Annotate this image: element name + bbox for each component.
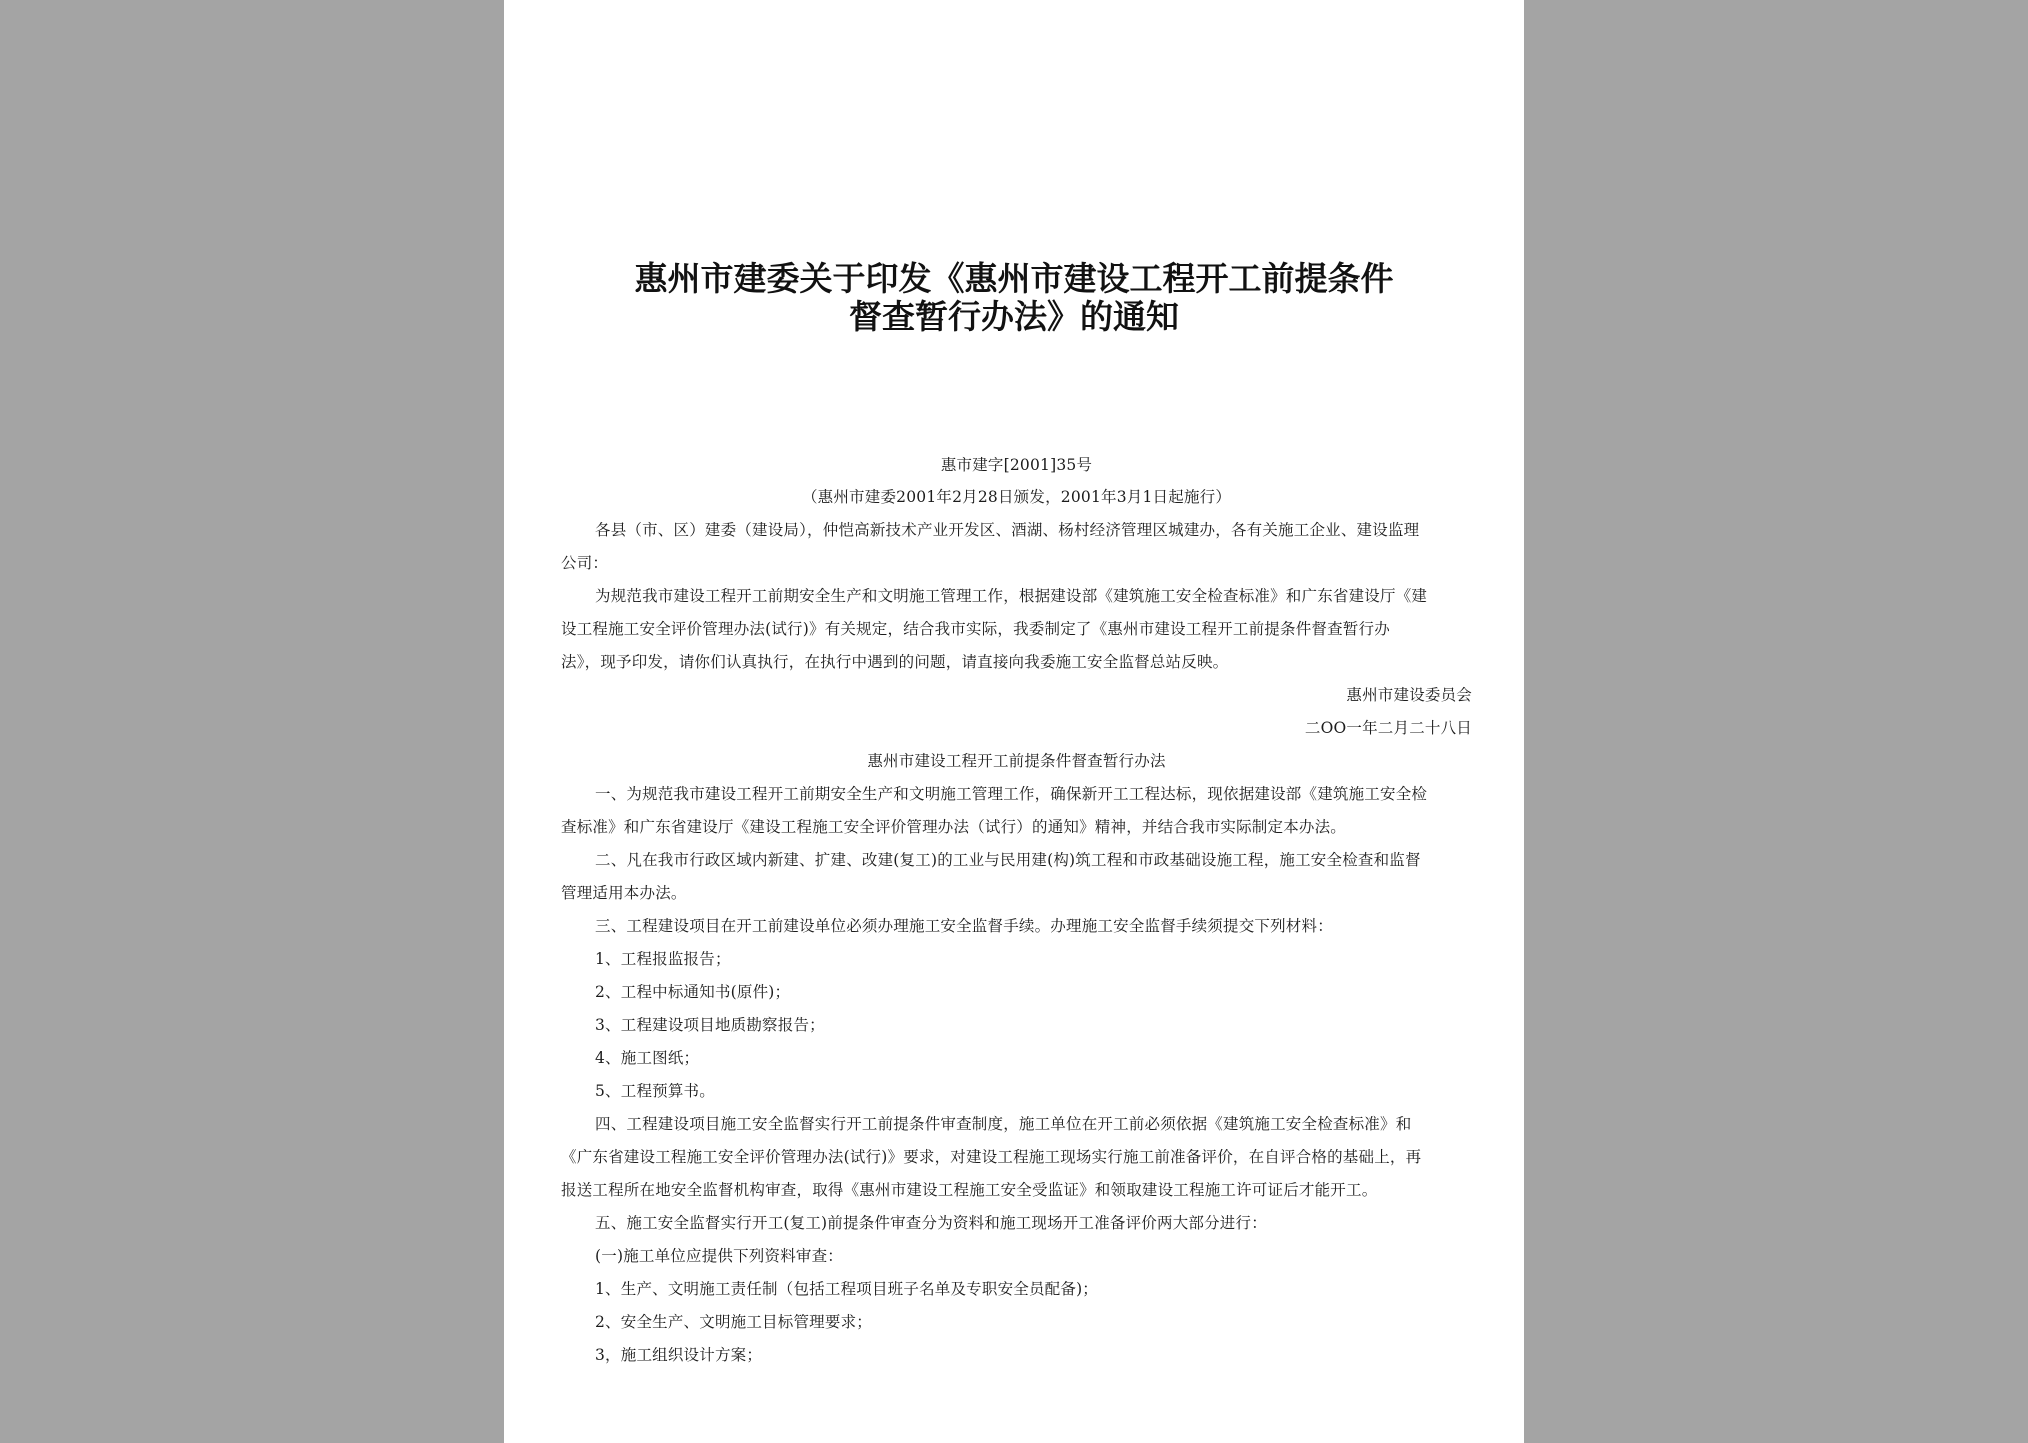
body-line-2: 设工程施工安全评价管理办法(试行)》有关规定，结合我市实际，我委制定了《惠州市建设工程开工前提条件督查暂行办 — [561, 620, 1390, 638]
title-line-2: 督查暂行办法》的通知 — [849, 297, 1179, 336]
list-item: 3，施工组织设计方案； — [595, 1346, 763, 1364]
list-item: 4、施工图纸； — [595, 1049, 700, 1067]
article-4-line-1: 四、工程建设项目施工安全监督实行开工前提条件审查制度，施工单位在开工前必须依据《建筑施工安全检查标准》和 — [595, 1115, 1412, 1133]
issue-date: 二OO一年二月二十八日 — [1304, 719, 1472, 737]
article-1-line-2: 查标准》和广东省建设厅《建设工程施工安全评价管理办法（试行）的通知》精神，并结合我市实际制定本办法。 — [561, 818, 1347, 836]
list-item: 3、工程建设项目地质勘察报告； — [595, 1016, 825, 1034]
addressee-line-1: 各县（市、区）建委（建设局），仲恺高新技术产业开发区、酒湖、杨村经济管理区城建办，各有关施工企业、建设监理 — [595, 521, 1420, 539]
list-item: 5、工程预算书。 — [595, 1082, 715, 1100]
list-item: 2、安全生产、文明施工目标管理要求； — [595, 1313, 872, 1331]
addressee-line-2: 公司： — [561, 554, 609, 572]
article-3-line-1: 三、工程建设项目在开工前建设单位必须办理施工安全监督手续。办理施工安全监督手续须提交下列材料： — [595, 917, 1333, 935]
article-1-line-1: 一、为规范我市建设工程开工前期安全生产和文明施工管理工作，确保新开工工程达标，现依据建设部《建筑施工安全检 — [595, 785, 1428, 803]
article-2-line-1: 二、凡在我市行政区域内新建、扩建、改建(复工)的工业与民用建(构)筑工程和市政基础设施工程，施工安全检查和监督 — [595, 851, 1421, 869]
document-page — [504, 0, 1524, 1443]
annex-title: 惠州市建设工程开工前提条件督查暂行办法 — [867, 752, 1166, 770]
list-item: 2、工程中标通知书(原件)； — [595, 983, 791, 1001]
list-item: 1、工程报监报告； — [595, 950, 731, 968]
body-line-3: 法》，现予印发，请你们认真执行，在执行中遇到的问题，请直接向我委施工安全监督总站反映。 — [561, 653, 1229, 671]
article-4-line-2: 《广东省建设工程施工安全评价管理办法(试行)》要求，对建设工程施工现场实行施工前准备评价，在自评合格的基础上，再 — [561, 1148, 1422, 1166]
doc-number: 惠市建字[2001]35号 — [940, 456, 1093, 474]
article-4-line-3: 报送工程所在地安全监督机构审查，取得《惠州市建设工程施工安全受监证》和领取建设工程施工许可证后才能开工。 — [561, 1181, 1378, 1199]
document-title — [554, 260, 1474, 336]
list-item: 1、生产、文明施工责任制（包括工程项目班子名单及专职安全员配备)； — [595, 1280, 1099, 1298]
body-line-1: 为规范我市建设工程开工前期安全生产和文明施工管理工作，根据建设部《建筑施工安全检查标准》和广东省建设厅《建 — [595, 587, 1428, 605]
article-5-line-1: 五、施工安全监督实行开工(复工)前提条件审查分为资料和施工现场开工准备评价两大部分进行： — [595, 1214, 1267, 1232]
issue-note: （惠州市建委2001年2月28日颁发，2001年3月1日起施行） — [801, 488, 1232, 506]
article-2-line-2: 管理适用本办法。 — [561, 884, 687, 902]
signature: 惠州市建设委员会 — [1346, 686, 1472, 704]
subsection-heading: (一)施工单位应提供下列资料审查： — [595, 1247, 843, 1265]
title-line-1: 惠州市建委关于印发《惠州市建设工程开工前提条件 — [634, 259, 1394, 298]
